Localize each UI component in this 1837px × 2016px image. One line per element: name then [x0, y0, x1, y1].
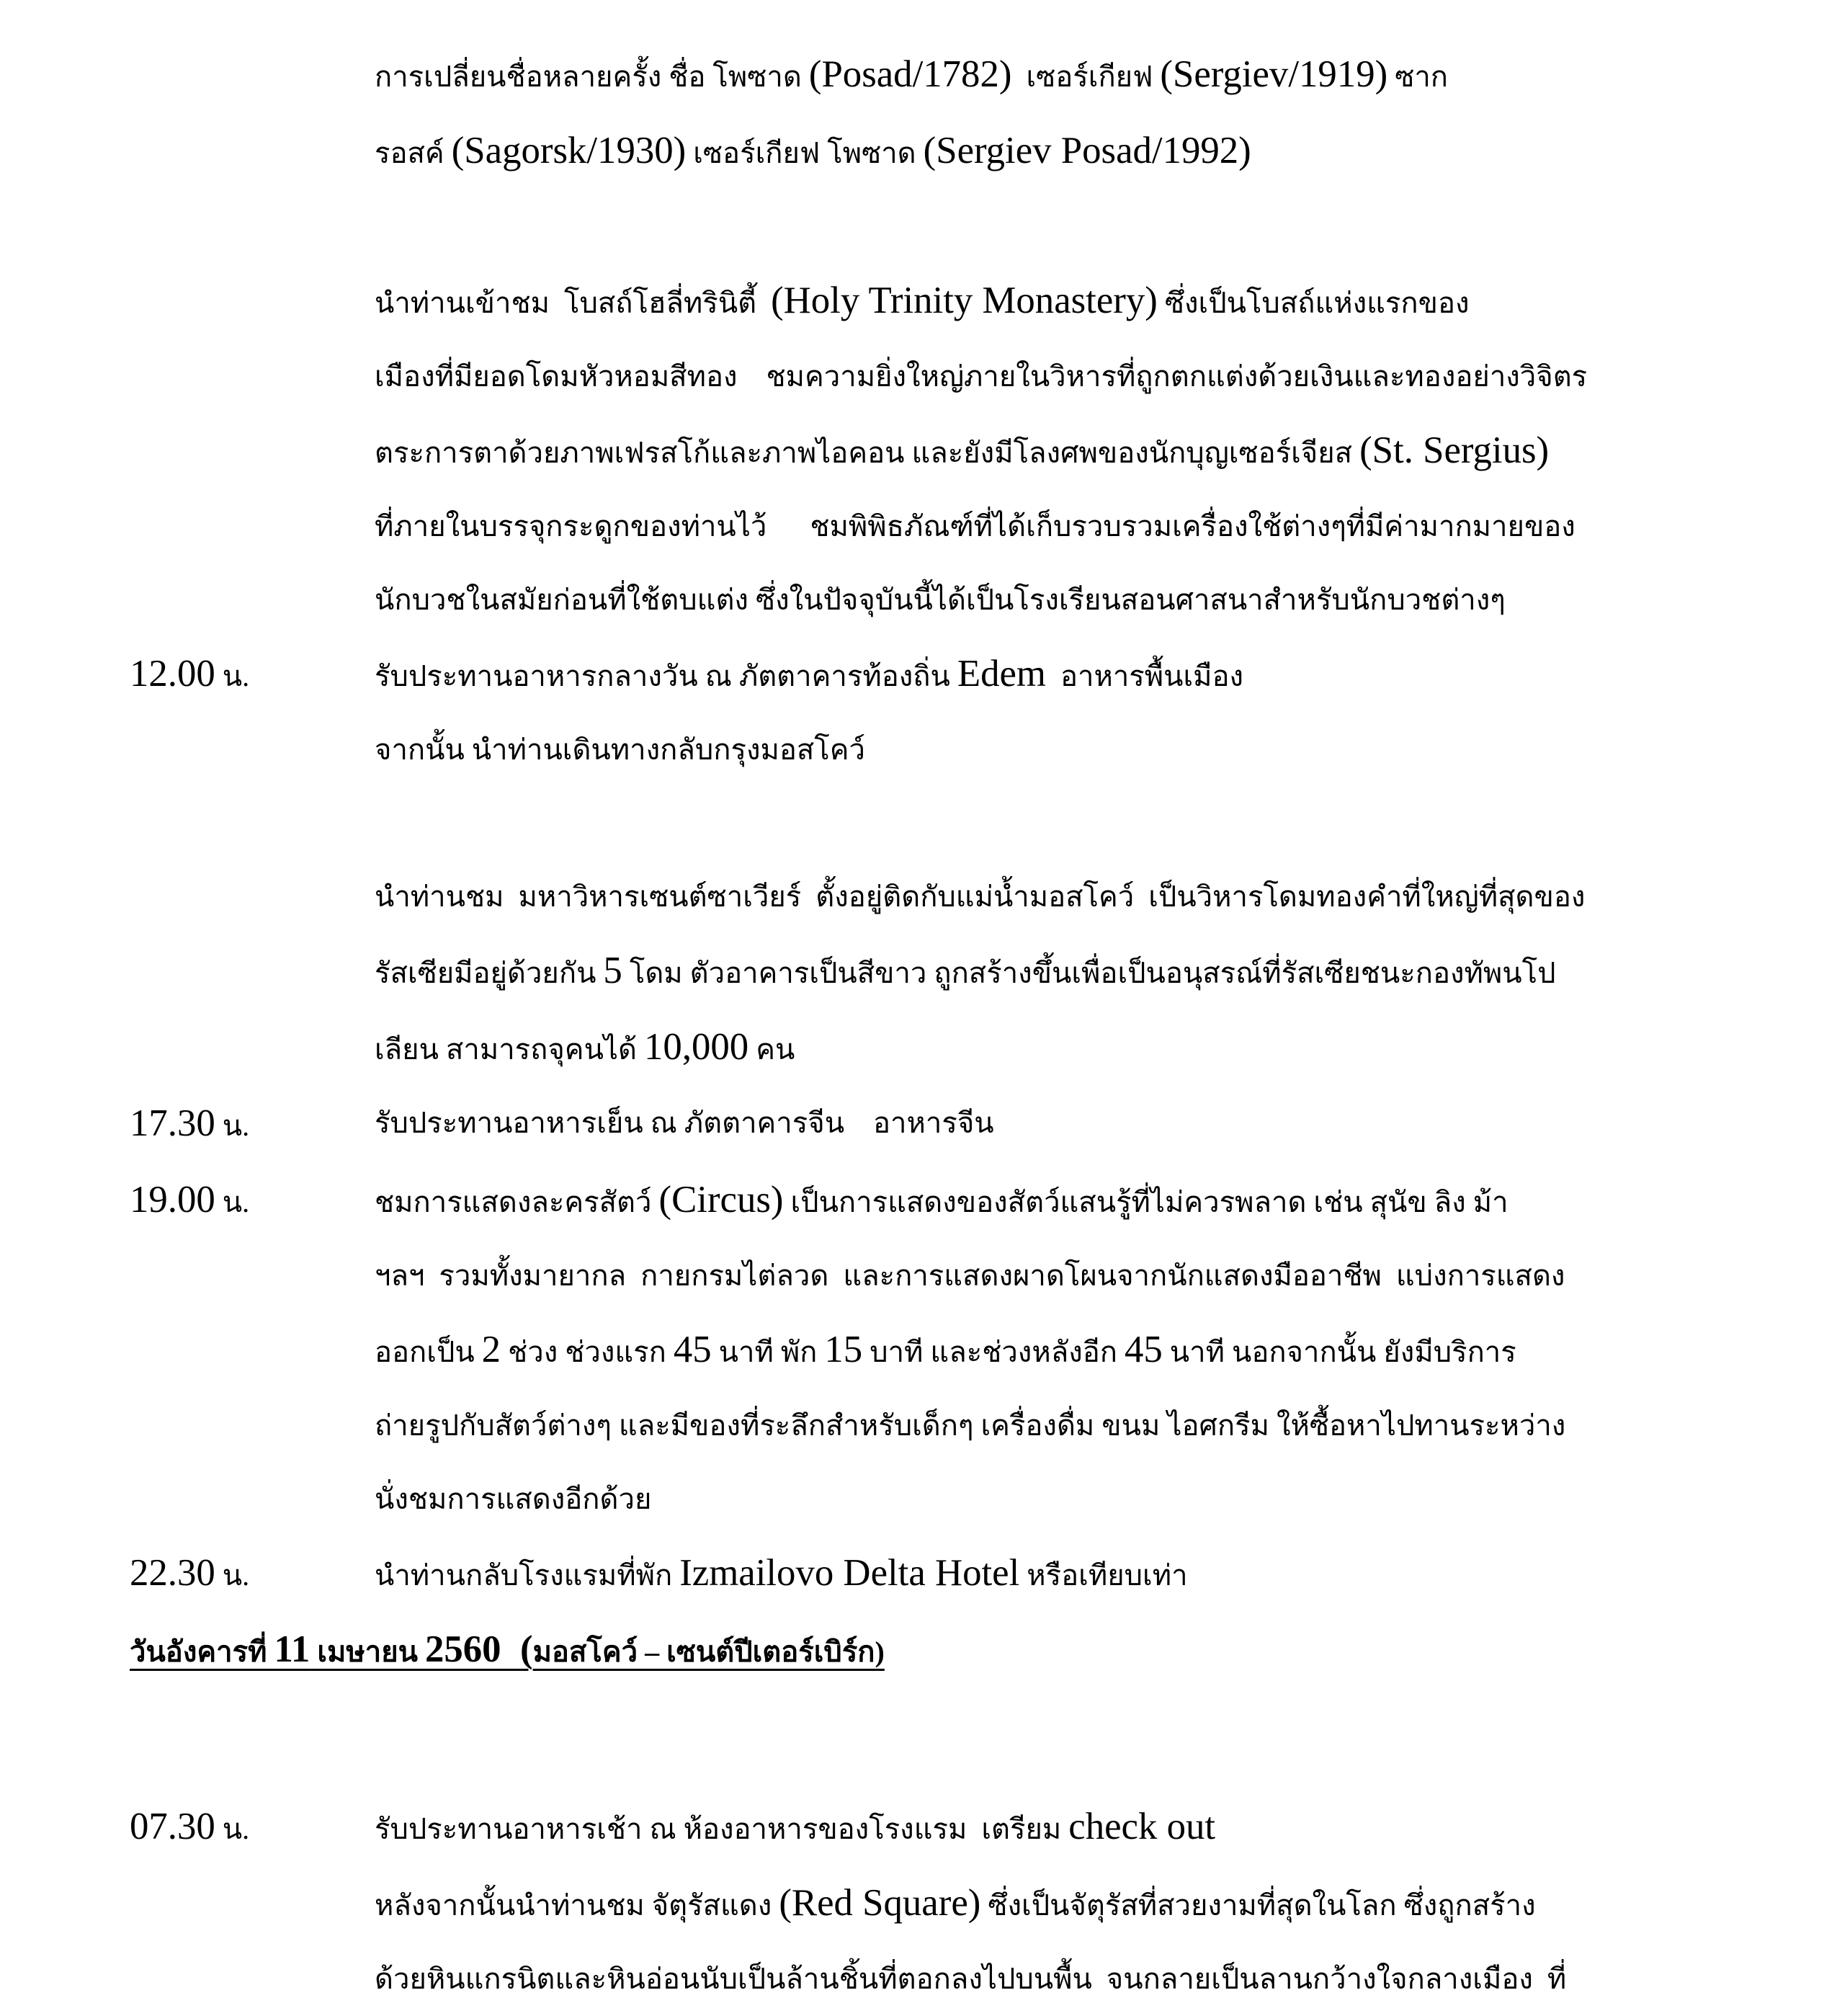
row-dinner-1730 — [130, 1087, 1715, 1163]
paragraph-red-square — [130, 1866, 1715, 2016]
itinerary-line: รับประทานอาหารเย็น ณ ภัตตาคารจีน อาหารจีน — [375, 1107, 994, 1139]
itinerary-line: รับประทานอาหารกลางวัน ณ ภัตตาคารท้องถิ่น Edem อาหารพื้นเมือง — [375, 653, 1244, 695]
itinerary-line: การเปลี่ยนชื่อหลายครั้ง ชื่อ โพซาด (Posad/1782) เซอร์เกียฟ (Sergiev/1919) ซาก — [375, 53, 1449, 95]
itinerary-line: ตระการตาด้วยภาพเฟรสโก้และภาพไอคอน และยังมีโลงศพของนักบุญเซอร์เจียส (St. Sergius) — [375, 429, 1550, 471]
itinerary-line: ถ่ายรูปกับสัตว์ต่างๆ และมีของที่ระลึกสำหรับเด็กๆ เครื่องดื่ม ขนม ไอศกรีม ให้ซื้อหาไปทานระหว่าง — [375, 1409, 1566, 1442]
itinerary-line: นำท่านเข้าชม โบสถ์โฮลี่ทรินิตี้ (Holy Trinity Monastery) ซึ่งเป็นโบสถ์แห่งแรกของ — [375, 280, 1470, 321]
itinerary-line: เมืองที่มียอดโดมหัวหอมสีทอง ชมความยิ่งใหญ่ภายในวิหารที่ถูกตกแต่งด้วยเงินและทองอย่างวิจิตร — [375, 360, 1588, 393]
itinerary-line: รัสเซียมีอยู่ด้วยกัน 5 โดม ตัวอาคารเป็นสีขาว ถูกสร้างขึ้นเพื่อเป็นอนุสรณ์ที่รัสเซียชนะกองทัพนโป — [375, 950, 1556, 991]
itinerary-line: ฯลฯ รวมทั้งมายากล กายกรมไต่ลวด และการแสดงผาดโผนจากนักแสดงมืออาชีพ แบ่งการแสดง — [375, 1259, 1565, 1292]
itinerary-line: หลังจากนั้นนำท่านชม จัตุรัสแดง (Red Square) ซึ่งเป็นจัตุรัสที่สวยงามที่สุดในโลก ซึ่งถูกสร้าง — [375, 1882, 1536, 1924]
itinerary-line: ที่ภายในบรรจุกระดูกของท่านไว้ ชมพิพิธภัณฑ์ที่ได้เก็บรวบรวมเครื่องใช้ต่างๆที่มีค่ามากมายของ — [375, 510, 1575, 543]
time-label: 22.30 น. — [130, 1552, 250, 1594]
blank-line — [130, 1689, 1715, 1790]
time-label: 17.30 น. — [130, 1102, 250, 1144]
paragraph-trinity-monastery — [130, 264, 1715, 637]
time-label: 07.30 น. — [130, 1806, 250, 1847]
itinerary-line: เลียน สามารถจุคนได้ 10,000 คน — [375, 1026, 795, 1068]
row-hotel-2230 — [130, 1536, 1715, 1613]
itinerary-line: ออกเป็น 2 ช่วง ช่วงแรก 45 นาที พัก 15 บาที และช่วงหลังอีก 45 นาที นอกจากนั้น ยังมีบริการ — [375, 1329, 1516, 1370]
itinerary-line: นำท่านกลับโรงแรมที่พัก Izmailovo Delta Hotel หรือเทียบเท่า — [375, 1552, 1188, 1594]
itinerary-line: จากนั้น นำท่านเดินทางกลับกรุงมอสโคว์ — [375, 733, 865, 766]
itinerary-line: ชมการแสดงละครสัตว์ (Circus) เป็นการแสดงของสัตว์แสนรู้ที่ไม่ควรพลาด เช่น สุนัข ลิง ม้า — [375, 1179, 1509, 1221]
itinerary-line: นั่งชมการแสดงอีกด้วย — [375, 1483, 652, 1515]
blank-line — [130, 787, 1715, 860]
row-breakfast-0730 — [130, 1790, 1715, 1866]
itinerary-line: ด้วยหินแกรนิตและหินอ่อนนับเป็นล้านชิ้นที่ตอกลงไปบนพื้น จนกลายเป็นลานกว้างใจกลางเมือง ที่ — [375, 1963, 1567, 1995]
itinerary-line: นักบวชในสมัยก่อนที่ใช้ตบแต่ง ซึ่งในปัจจุบันนี้ได้เป็นโรงเรียนสอนศาสนาสำหรับนักบวชต่างๆ — [375, 584, 1506, 616]
time-label: 12.00 น. — [130, 653, 250, 695]
itinerary-line: รอสค์ (Sagorsk/1930) เซอร์เกียฟ โพซาด (Sergiev Posad/1992) — [375, 130, 1251, 171]
row-lunch-1200 — [130, 637, 1715, 787]
time-label: 19.00 น. — [130, 1179, 250, 1221]
paragraph-saint-saviour — [130, 860, 1715, 1087]
date-header: วันอังคารที่ 11 เมษายน 2560 (มอสโคว์ – เซนต์ปีเตอร์เบิร์ก) — [130, 1628, 885, 1670]
paragraph-name-changes — [130, 37, 1715, 190]
blank-line — [130, 190, 1715, 264]
itinerary-line: นำท่านชม มหาวิหารเซนต์ซาเวียร์ ตั้งอยู่ติดกับแม่น้ำมอสโคว์ เป็นวิหารโดมทองคำที่ใหญ่ที่สุดของ — [375, 880, 1586, 913]
itinerary-line: รับประทานอาหารเช้า ณ ห้องอาหารของโรงแรม เตรียม check out — [375, 1806, 1216, 1847]
row-circus-1900 — [130, 1163, 1715, 1536]
